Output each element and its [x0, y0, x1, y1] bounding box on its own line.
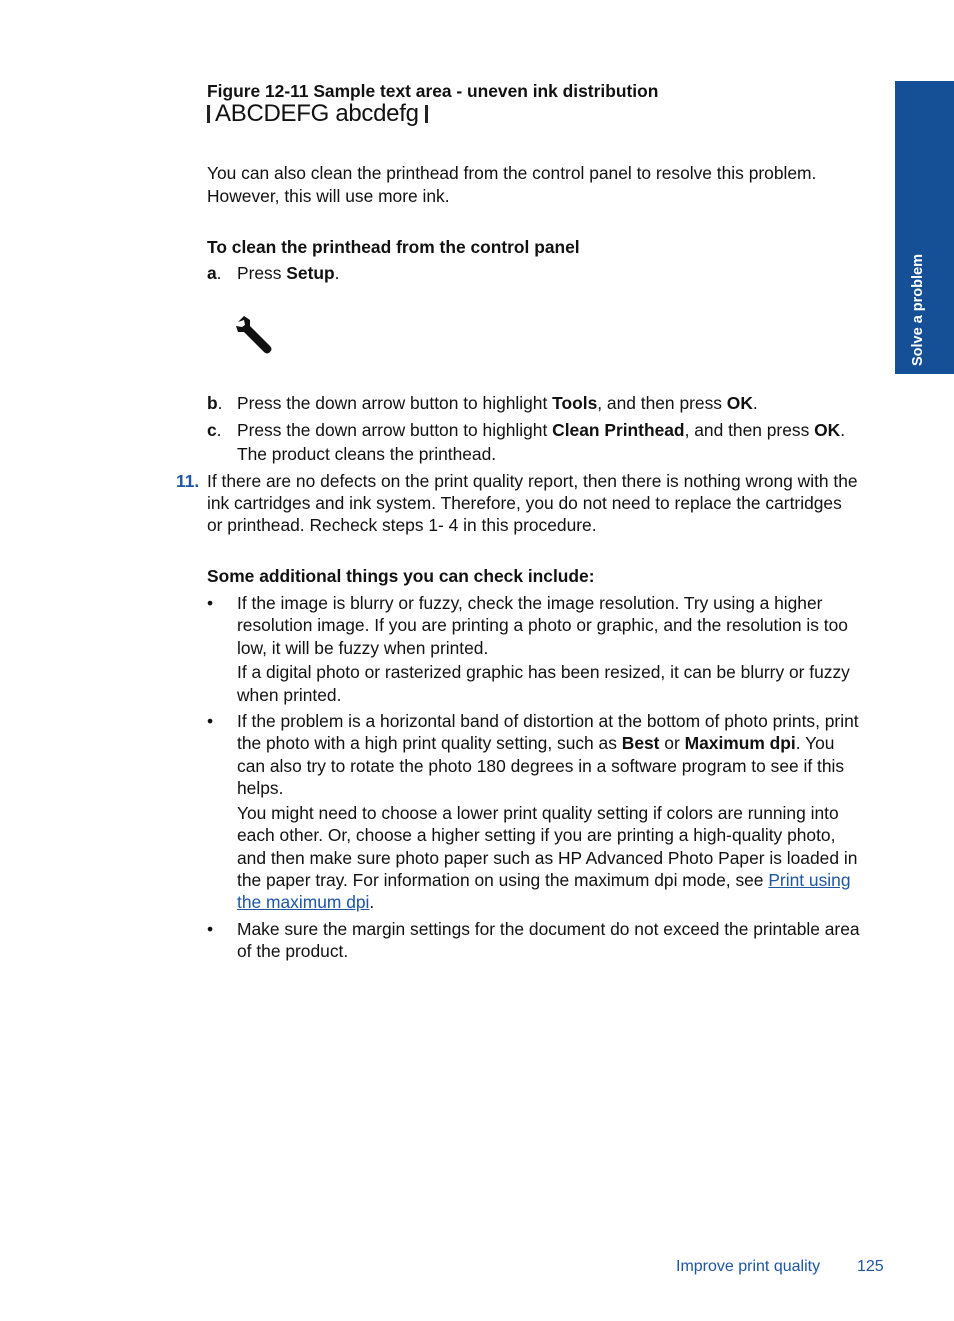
bullet-1-glyph: •	[207, 593, 214, 613]
bullet-2-line-3: can also try to rotate the photo 180 degrees in a software program to see if this	[237, 756, 845, 776]
step-c-marker: c.	[207, 420, 222, 440]
bullet-3-line-1: Make sure the margin settings for the document do not exceed the printable area	[237, 919, 860, 939]
bullet-3-line-2: of the product.	[237, 941, 349, 961]
step-c-result: The product cleans the printhead.	[237, 444, 497, 464]
step-a-marker: a.	[207, 263, 222, 283]
figure-sample-text-image	[207, 99, 428, 129]
bullet-2-glyph: •	[207, 711, 214, 731]
step-a-text: Press Setup.	[237, 263, 340, 283]
footer-page-number: 125	[857, 1258, 884, 1275]
step-11-line-2: ink cartridges and ink system. Therefore, you do not need to replace the cartridges	[207, 493, 842, 513]
bullet-2-para-2-line-1: You might need to choose a lower print quality setting if colors are running into	[237, 803, 839, 823]
bullet-1-line-1: If the image is blurry or fuzzy, check the image resolution. Try using a higher	[237, 593, 823, 613]
sample-right-edge	[425, 105, 428, 123]
bullet-3-glyph: •	[207, 919, 214, 939]
additional-heading: Some additional things you can check include:	[207, 566, 595, 586]
bullet-2-line-4: helps.	[237, 778, 284, 798]
bullet-2-para-2-line-2: each other. Or, choose a higher setting if you are printing a high-quality photo,	[237, 825, 836, 845]
chapter-side-tab-label: Solve a problem	[910, 253, 926, 366]
bullet-1-line-2: resolution image. If you are printing a photo or graphic, and the resolution is too	[237, 615, 848, 635]
sample-letters: ABCDEFG abcdefg	[215, 100, 419, 127]
intro-line-2: However, this will use more ink.	[207, 186, 450, 206]
print-max-dpi-link-part-1[interactable]: Print using	[768, 870, 851, 890]
print-max-dpi-link-part-2[interactable]: the maximum dpi	[237, 892, 370, 912]
procedure-heading: To clean the printhead from the control panel	[207, 237, 580, 257]
sample-left-edge	[207, 105, 210, 123]
figure-caption: Figure 12-11 Sample text area - uneven ink distribution	[207, 81, 659, 101]
chapter-side-tab	[895, 81, 954, 374]
step-c-text: Press the down arrow button to highlight Clean Printhead, and then press OK.	[237, 420, 846, 440]
wrench-icon	[236, 316, 276, 356]
bullet-1-para-2-line-2: when printed.	[237, 685, 342, 705]
bullet-2-para-2-line-4: the paper tray. For information on using the maximum dpi mode, see Print using	[237, 870, 851, 890]
bullet-1-line-3: low, it will be fuzzy when printed.	[237, 638, 489, 658]
step-b-text: Press the down arrow button to highlight Tools, and then press OK.	[237, 393, 758, 413]
bullet-1-para-2-line-1: If a digital photo or rasterized graphic has been resized, it can be blurry or fuzzy	[237, 662, 850, 682]
bullet-2-line-2: the photo with a high print quality setting, such as Best or Maximum dpi. You	[237, 733, 835, 753]
bullet-2-para-2-line-3: and then make sure photo paper such as HP Advanced Photo Paper is loaded in	[237, 848, 858, 868]
bullet-2-line-1: If the problem is a horizontal band of distortion at the bottom of photo prints, print	[237, 711, 859, 731]
step-b-marker: b.	[207, 393, 223, 413]
footer-section-title: Improve print quality	[676, 1258, 821, 1275]
bullet-2-para-2-line-5: the maximum dpi.	[237, 892, 375, 912]
step-11-number: 11.	[176, 471, 200, 491]
step-11-line-1: If there are no defects on the print quality report, then there is nothing wrong with the	[207, 471, 858, 491]
step-11-line-3: or printhead. Recheck steps 1- 4 in this procedure.	[207, 515, 597, 535]
intro-line-1: You can also clean the printhead from the control panel to resolve this problem.	[207, 163, 817, 183]
